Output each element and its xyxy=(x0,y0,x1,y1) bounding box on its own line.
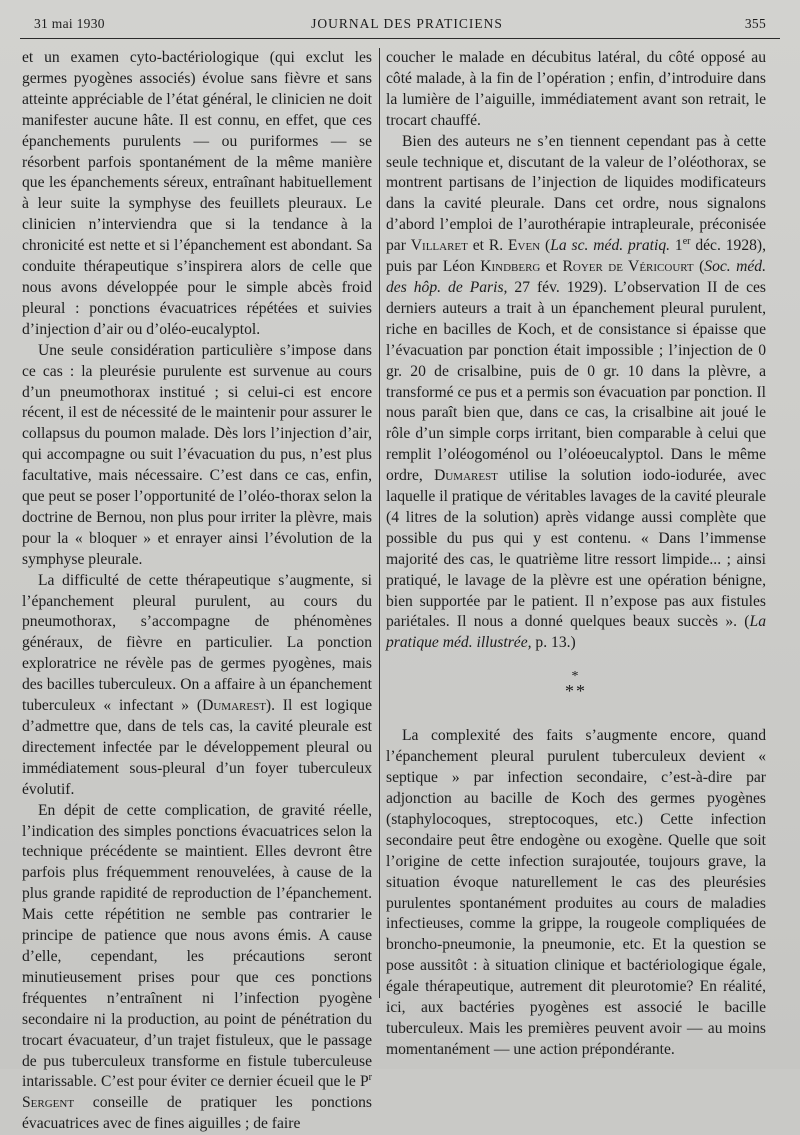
text-run: et R. xyxy=(467,237,508,255)
author-name: Dumarest xyxy=(434,467,498,485)
author-name: Sergent xyxy=(22,1094,75,1112)
text-run: p. 13.) xyxy=(531,634,576,652)
text-run: La difficulté de cette thérapeutique s’augmente, si l’épanchement pleural purulent, au cours du pneumothorax, s’accompagne de phénomènes généraux, de fièvre en particulier. La ponction exploratrice ne révèle pas de germes pyogènes, mais des bacilles tuberculeux. On a affaire à un épanchement tuberculeux « infectant » ( xyxy=(22,571,372,715)
paragraph: La complexité des faits s’augmente encore, quand l’épanchement pleural purulent tuberculeux devient « septique » par infection secondaire, c’est-à-dire par adjonction au bacille de Koch des germes pyogènes (staphylocoques, streptocoques, etc.) Cette infection secondaire peut être endogène ou exogène. Quelle que soit l’origine de cette infection surajoutée, toujours grave, la situation évoque naturellement le cas des pleurésies purulentes spontanément produites au cours de maladies infectieuses, comme la grippe, la rougeole compliquées de broncho-pneumonie, la pneumonie, etc. Et la question se pose aussitôt : à situation clinique et bactériologique égale, égale thérapeutique, autrement dit pleurotomie? En réalité, ici, aux bactéries pyogènes est associé le bacille tuberculeux. Mais les premières peuvent avoir — au moins momentanément — une action prépondérante. xyxy=(386,727,766,1058)
page-number: 355 xyxy=(744,16,766,31)
header-rule xyxy=(20,38,780,39)
citation: La sc. méd. pratiq. xyxy=(550,237,671,255)
paragraph xyxy=(386,132,766,655)
asterism-top: * xyxy=(571,669,581,685)
citation: Soc. méd. des hôp. de Paris, xyxy=(386,258,766,296)
author-name: Royer de Véricourt xyxy=(562,258,694,276)
citation: La pratique méd. illustrée, xyxy=(386,613,766,652)
author-name: Even xyxy=(508,237,541,255)
text-run: ( xyxy=(540,237,551,255)
superscript: er xyxy=(682,235,691,247)
text-run: ). Il est logique d’admettre que, dans de tels cas, la cavité pleurale est directement infectée par le développement pleural ou immédiatement sous-pleural d’un foyer tuberculeux évolutif. xyxy=(22,697,372,798)
right-column xyxy=(386,48,766,1061)
text-run: et xyxy=(540,258,563,276)
running-header xyxy=(34,16,780,40)
superscript: r xyxy=(368,1072,372,1084)
header-date: 31 mai 1930 xyxy=(34,16,105,31)
text-run: En dépit de cette complication, de gravité réelle, l’indication des simples ponctions évacuatrices selon la technique précédente se maintient. Elles devront être parfois plus fréquemment renouvelées, à cause de la plus grande rapidité de reproduction de l’épanchement. Mais cette répétition ne semble pas contrarier le principe de patience que nous avons émis. A cause d’elle, cependant, les précautions seront minutieusement prises pour que ces ponctions fréquentes n’entraînent ni l’infection pyogène secondaire ni la production, au point de pénétration du trocart évacuateur, d’un trajet fistuleux, que le passage de pus tuberculeux transforme en fistule tuberculeuse intarissable. C’est pour éviter ce dernier écueil que le P xyxy=(22,801,372,1091)
text-run: 27 fév. 1929). L’observation II de ces derniers auteurs a trait à un épanchement pleural purulent, riche en bacilles de Koch, et de consistance si épaisse que l’évacuation par ponction était impossible ; l’injection de 0 gr. 20 de crisalbine, puis de 0 gr. 10 dans la plèvre, a transformé ce pus et a permis son évacuation par ponction. Il nous paraît bien que, dans ce cas, la crisalbine ait joué le rôle d’un simple corps irritant, bien comparable à celui que remplit l’oléogoménol ou l’oléoeucalyptol. Dans le même ordre, xyxy=(386,278,766,485)
author-name: Villaret xyxy=(410,237,468,255)
paragraph: coucher le malade en décubitus latéral, du côté opposé au côté malade, à la fin de l’opération ; enfin, d’introduire dans la lumière de l’aiguille, immédiatement avant son retrait, le trocart chauffé. xyxy=(386,49,766,129)
text-run: 1 xyxy=(670,237,683,255)
text-run: Bien des auteurs ne s’en tiennent cependant pas à cette seule technique et, discutant de la valeur de l’oléothorax, se montrent partisans de l’injection de liquides modificateurs dans la cavité pleurale. Dans cet ordre, nous signalons d’abord l’emploi de l’aurothérapie intrapleurale, préconisée par xyxy=(386,132,766,255)
paragraph xyxy=(22,801,372,1135)
author-name: Dumarest xyxy=(202,697,266,715)
text-run: utilise la solution iodo-iodurée, avec laquelle il pratique de véritables lavages de la cavité pleurale (4 litres de la solution) après vidange aussi complète que possible du pus qui y est contenu. « Dans l’immense majorité des cas, le quatrième litre ressort limpide... ; ainsi pratiqué, le lavage de la plèvre est une opération bénigne, bien supportée par le patient. Il n’expose pas aux fistules pariétales. Il nous a donné quelques beaux succès ». ( xyxy=(386,467,767,631)
author-name: Kindberg xyxy=(480,258,541,276)
asterism-bottom: ** xyxy=(565,681,587,702)
left-column xyxy=(22,48,372,1135)
journal-title: JOURNAL DES PRATICIENS xyxy=(311,16,503,31)
paragraph: Une seule considération particulière s’impose dans ce cas : la pleurésie purulente est survenue au cours d’un pneumothorax institué ; si celui-ci est encore récent, il est de nécessité de le maintenir pour assurer le collapsus du poumon malade. Dès lors l’injection d’air, qui accompagne ou suit l’évacuation du pus, n’est plus facultative, mais nécessaire. C’est dans ce cas, enfin, que peut se poser l’opportunité de l’oléo-thorax selon la doctrine de Bernou, non plus pour irriter la plèvre, mais pour la « bloquer » et enrayer ainsi l’évolution de la symphyse pleurale. xyxy=(22,341,372,568)
text-run: déc. 1928), puis par Léon xyxy=(386,237,767,276)
column-divider xyxy=(379,48,380,998)
text-run: conseille de pratiquer les ponctions évacuatrices avec de fines aiguilles ; de faire xyxy=(22,1094,372,1133)
text-run: ( xyxy=(693,258,705,276)
paragraph xyxy=(22,571,372,801)
paragraph: et un examen cyto-bactériologique (qui exclut les germes pyogènes associés) évolue sans fièvre et sans atteinte appréciable de l’état général, le clinicien ne doit manifester aucune hâte. Il est connu, en effet, que ces épanchements purulents — ou puriformes — se résorbent parfois spontanément de la même manière que les épanchements séreux, entraînant habituellement à leur suite la symphyse des feuillets pleuraux. Le clinicien n’interviendra que si la tendance à la chronicité est nette et si l’épanchement est abondant. Sa conduite thérapeutique s’inspirera alors de celle que nous avons développée pour le simple abcès froid pleural : ponctions évacuatrices répétées et suivies d’injection d’air ou d’oléo-eucalyptol. xyxy=(22,49,372,338)
section-asterism xyxy=(386,669,766,702)
